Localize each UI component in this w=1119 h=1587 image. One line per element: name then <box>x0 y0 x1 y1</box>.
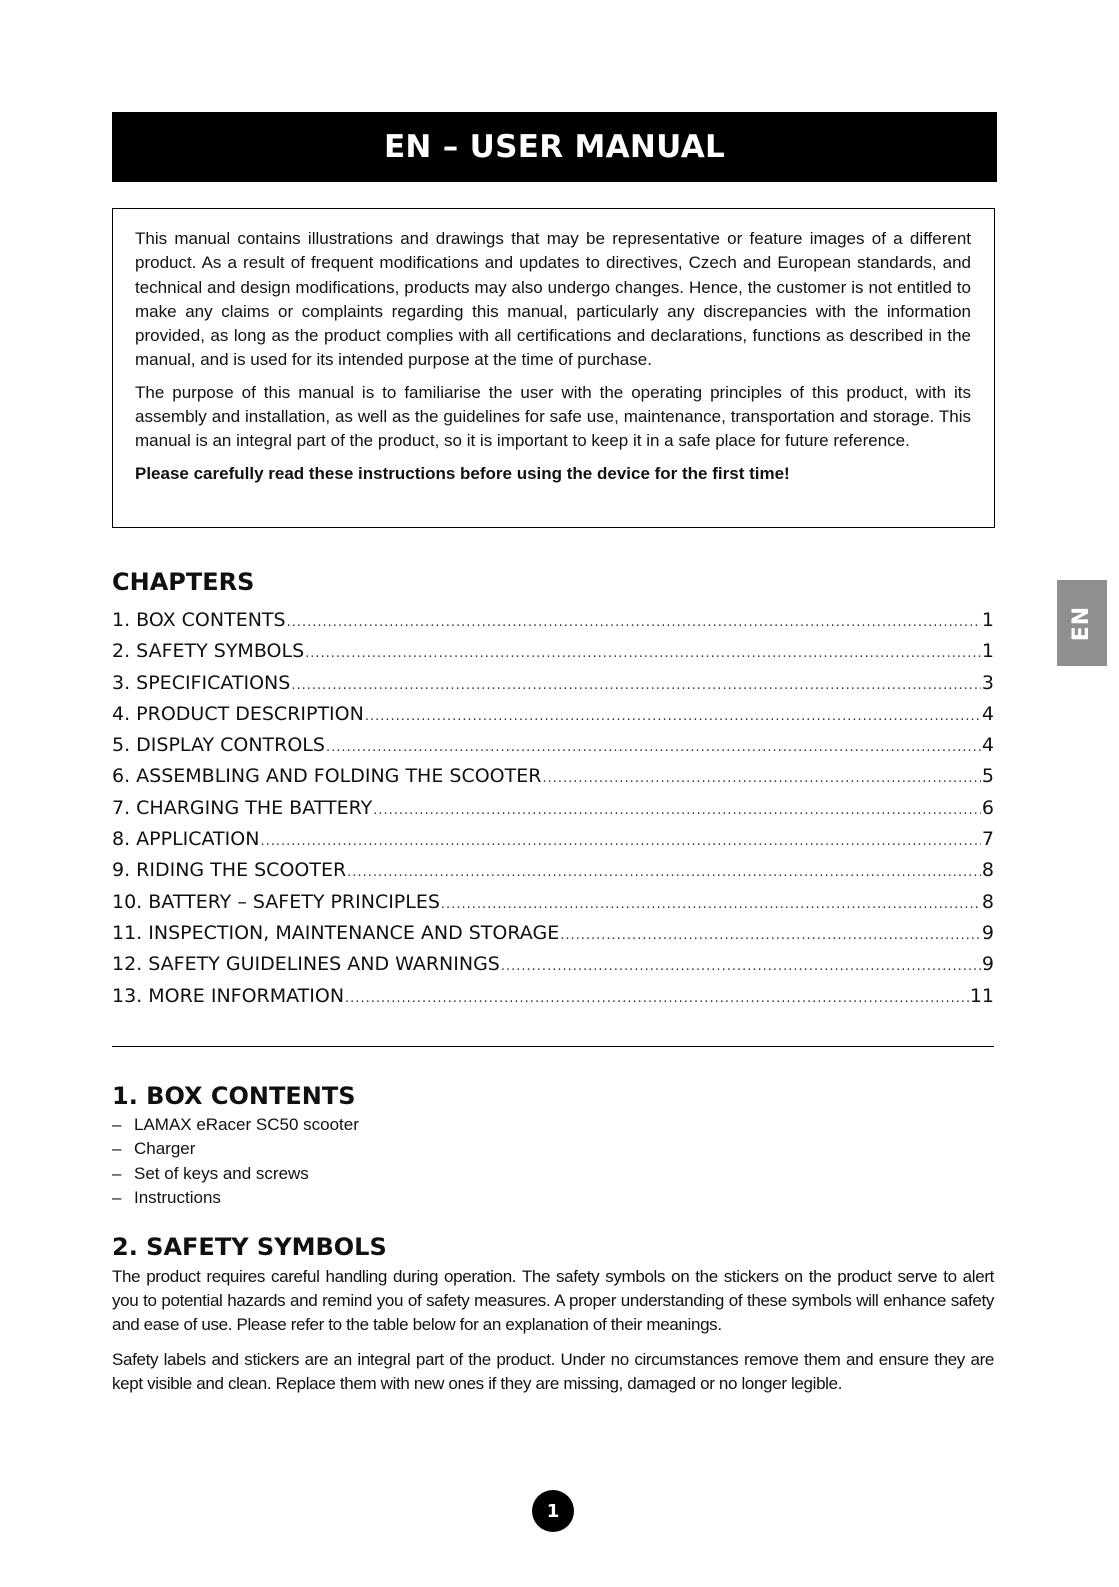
safety-symbols-heading: 2. SAFETY SYMBOLS <box>112 1233 387 1261</box>
toc-item-title: 2. SAFETY SYMBOLS <box>112 640 305 663</box>
toc-item-page: 3 <box>981 671 994 694</box>
toc-item[interactable] <box>112 797 994 828</box>
toc-item-title: 5. DISPLAY CONTROLS <box>112 734 325 757</box>
box-contents-list <box>112 1113 359 1211</box>
intro-paragraph-2: The purpose of this manual is to familiarise the user with the operating principles of this product, with its assembly and installation, as well as the guidelines for safe use, maintenance, transportation and storage. This manual is an integral part of the product, so it is important to keep it in a safe place for future reference. <box>135 382 971 451</box>
toc-item-page: 8 <box>981 859 994 882</box>
intro-paragraph-1: This manual contains illustrations and drawings that may be representative or feature images of a different product. As a result of frequent modifications and updates to directives, Czech and European standards, and technical and design modifications, products may also undergo changes. Hence, the customer is not entitled to make any claims or complaints regarding this manual, particularly any discrepancies with the information provided, as long as the product complies with all certifications and declarations, functions as described in the manual, and is used for its intended purpose at the time of purchase. <box>135 229 971 370</box>
intro-notice-box <box>112 208 995 528</box>
section-divider <box>112 1046 994 1047</box>
toc-item-page: 5 <box>981 765 994 788</box>
toc-item-title: 4. PRODUCT DESCRIPTION <box>112 702 364 725</box>
toc-item[interactable] <box>112 828 994 859</box>
toc-item[interactable] <box>112 765 994 796</box>
box-contents-heading: 1. BOX CONTENTS <box>112 1082 356 1110</box>
list-dash: – <box>112 1188 122 1208</box>
toc-item-title: 3. SPECIFICATIONS <box>112 671 291 694</box>
toc-item-title: 8. APPLICATION <box>112 828 260 851</box>
toc-item-page: 1 <box>981 609 994 631</box>
toc-item-page: 11 <box>969 984 994 1007</box>
language-tab <box>1057 580 1107 666</box>
toc-leader-dots <box>373 803 981 818</box>
toc-item[interactable] <box>112 703 994 734</box>
list-item-text: Set of keys and screws <box>134 1163 309 1183</box>
toc-leader-dots <box>542 771 980 786</box>
toc-item[interactable] <box>112 672 994 703</box>
toc-item-page: 6 <box>981 796 994 819</box>
list-item <box>112 1186 359 1210</box>
safety-paragraph-1: The product requires careful handling during operation. The safety symbols on the stickers on the product serve to alert you to potential hazards and remind you of safety measures. A proper understanding of these symbols will enhance safety and ease of use. Please refer to the table below for an explanation of their meanings. <box>112 1267 994 1335</box>
toc-item-page: 9 <box>981 921 994 944</box>
toc-item-page: 4 <box>981 702 994 725</box>
list-item <box>112 1162 359 1186</box>
list-item <box>112 1137 359 1161</box>
toc-item[interactable] <box>112 859 994 890</box>
toc-leader-dots <box>260 834 980 849</box>
toc-item[interactable] <box>112 891 994 922</box>
page-title: EN – USER MANUAL <box>383 129 726 165</box>
toc-item[interactable] <box>112 609 994 640</box>
safety-symbols-text <box>112 1265 994 1406</box>
toc-item-page: 4 <box>981 734 994 757</box>
toc-item-page: 1 <box>981 640 994 663</box>
toc-item-title: 13. MORE INFORMATION <box>112 984 345 1007</box>
toc-leader-dots <box>291 678 981 693</box>
title-banner <box>112 112 997 182</box>
language-tab-label: EN <box>1069 605 1095 641</box>
toc-leader-dots <box>326 740 981 755</box>
list-dash: – <box>112 1163 122 1183</box>
toc-leader-dots <box>287 615 981 630</box>
table-of-contents <box>112 609 994 1016</box>
page-number-badge: 1 <box>532 1490 574 1532</box>
toc-leader-dots <box>347 865 981 880</box>
list-item-text: Charger <box>134 1139 196 1159</box>
toc-item[interactable] <box>112 640 994 671</box>
toc-item[interactable] <box>112 953 994 984</box>
toc-item[interactable] <box>112 922 994 953</box>
list-item <box>112 1113 359 1137</box>
toc-leader-dots <box>305 646 981 661</box>
toc-item-title: 1. BOX CONTENTS <box>112 609 286 631</box>
safety-paragraph-2: Safety labels and stickers are an integral part of the product. Under no circumstances remove them and ensure they are kept visible and clean. Replace them with new ones if they are missing, damaged or no longer legible. <box>112 1349 994 1393</box>
toc-item-title: 7. CHARGING THE BATTERY <box>112 796 373 819</box>
toc-item-title: 9. RIDING THE SCOOTER <box>112 859 347 882</box>
toc-item-title: 6. ASSEMBLING AND FOLDING THE SCOOTER <box>112 765 542 788</box>
toc-leader-dots <box>501 959 981 974</box>
toc-leader-dots <box>345 991 969 1006</box>
toc-item[interactable] <box>112 734 994 765</box>
list-dash: – <box>112 1139 122 1159</box>
toc-item[interactable] <box>112 985 994 1016</box>
toc-leader-dots <box>441 897 981 912</box>
intro-warning: Please carefully read these instructions before using the device for the first time! <box>135 463 790 483</box>
toc-item-title: 11. INSPECTION, MAINTENANCE AND STORAGE <box>112 921 560 944</box>
list-dash: – <box>112 1115 122 1134</box>
list-item-text: Instructions <box>134 1188 221 1208</box>
toc-item-title: 12. SAFETY GUIDELINES AND WARNINGS <box>112 953 500 976</box>
toc-item-page: 9 <box>981 953 994 976</box>
toc-item-page: 7 <box>981 828 994 851</box>
list-item-text: LAMAX eRacer SC50 scooter <box>134 1115 359 1134</box>
chapters-heading: CHAPTERS <box>112 568 255 596</box>
toc-leader-dots <box>365 709 981 724</box>
toc-leader-dots <box>560 928 981 943</box>
toc-item-page: 8 <box>981 890 994 913</box>
toc-item-title: 10. BATTERY – SAFETY PRINCIPLES <box>112 890 440 913</box>
